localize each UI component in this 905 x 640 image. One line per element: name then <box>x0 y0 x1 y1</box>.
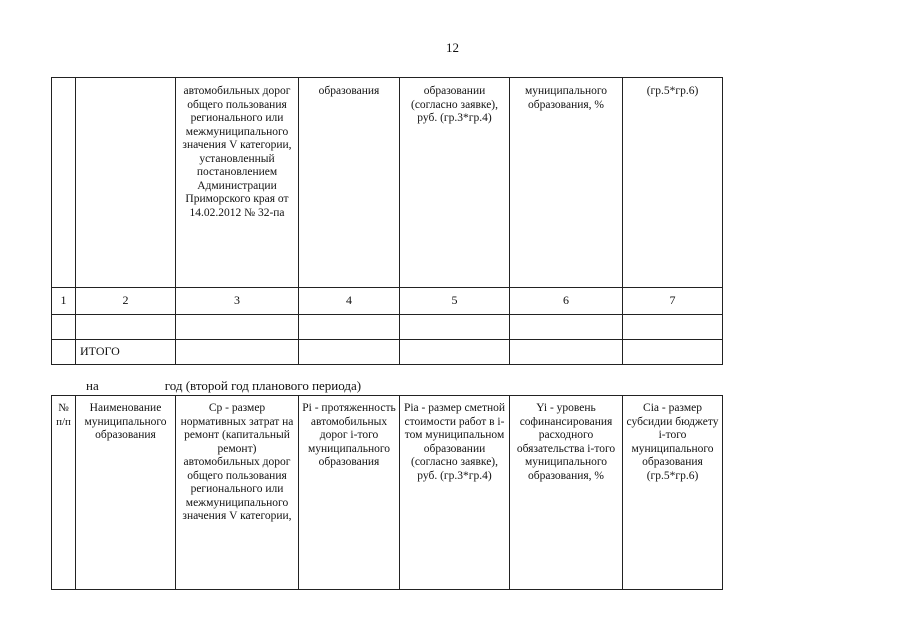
header-municipality-name: Наименование муниципального образования <box>76 396 176 590</box>
column-number: 7 <box>623 288 723 315</box>
header-road-length: Pi - протяженность автомобильных дорог i-того муниципального образования <box>299 396 400 590</box>
table-row <box>52 315 723 340</box>
table-cell <box>623 315 723 340</box>
period-suffix: год (второй год планового периода) <box>164 378 362 393</box>
table-cell: муниципального образования, % <box>510 78 623 288</box>
table-cell <box>400 315 510 340</box>
total-row <box>52 340 723 365</box>
table-cell <box>400 340 510 365</box>
header-number: № п/п <box>52 396 76 590</box>
header-subsidy-amount: Cia - размер субсидии бюджету i-того муниципального образования (гр.5*гр.6) <box>623 396 723 590</box>
header-cofinancing-level: Yi - уровень софинансирования расходного обязательства i-того муниципального образования, % <box>510 396 623 590</box>
table-cell <box>52 78 76 288</box>
header-cost-norm: Ср - размер нормативных затрат на ремонт (капитальный ремонт) автомобильных дорог общего пользования регионального или межмуниципального значения V категории, <box>176 396 299 590</box>
table-cell <box>52 315 76 340</box>
column-number: 3 <box>176 288 299 315</box>
column-number: 5 <box>400 288 510 315</box>
column-number: 1 <box>52 288 76 315</box>
header-row <box>52 396 723 590</box>
table-cell <box>76 315 176 340</box>
table-cell: образовании (согласно заявке), руб. (гр.3*гр.4) <box>400 78 510 288</box>
subsidy-table-second-year <box>51 395 723 590</box>
table-cell <box>510 340 623 365</box>
column-number: 2 <box>76 288 176 315</box>
subsidy-table-continued <box>51 77 723 365</box>
table-cell: автомобильных дорог общего пользования регионального или межмуниципального значения V категории, установленный постановлением Администрации Приморского края от 14.02.2012 № 32-па <box>176 78 299 288</box>
header-continuation-row <box>52 78 723 288</box>
table-cell <box>176 340 299 365</box>
table-cell: образования <box>299 78 400 288</box>
period-heading <box>86 378 361 394</box>
table-cell <box>76 78 176 288</box>
column-number: 6 <box>510 288 623 315</box>
table-cell <box>299 315 400 340</box>
page-number: 12 <box>446 40 459 55</box>
table-cell: (гр.5*гр.6) <box>623 78 723 288</box>
table-cell <box>623 340 723 365</box>
table-cell <box>52 340 76 365</box>
column-number-row <box>52 288 723 315</box>
column-number: 4 <box>299 288 400 315</box>
table-cell <box>299 340 400 365</box>
total-label: ИТОГО <box>76 340 176 365</box>
header-estimated-cost: Pia - размер сметной стоимости работ в i-том муниципальном образовании (согласно заявке), руб. (гр.3*гр.4) <box>400 396 510 590</box>
table-cell <box>176 315 299 340</box>
period-prefix: на <box>86 378 99 393</box>
table-cell <box>510 315 623 340</box>
